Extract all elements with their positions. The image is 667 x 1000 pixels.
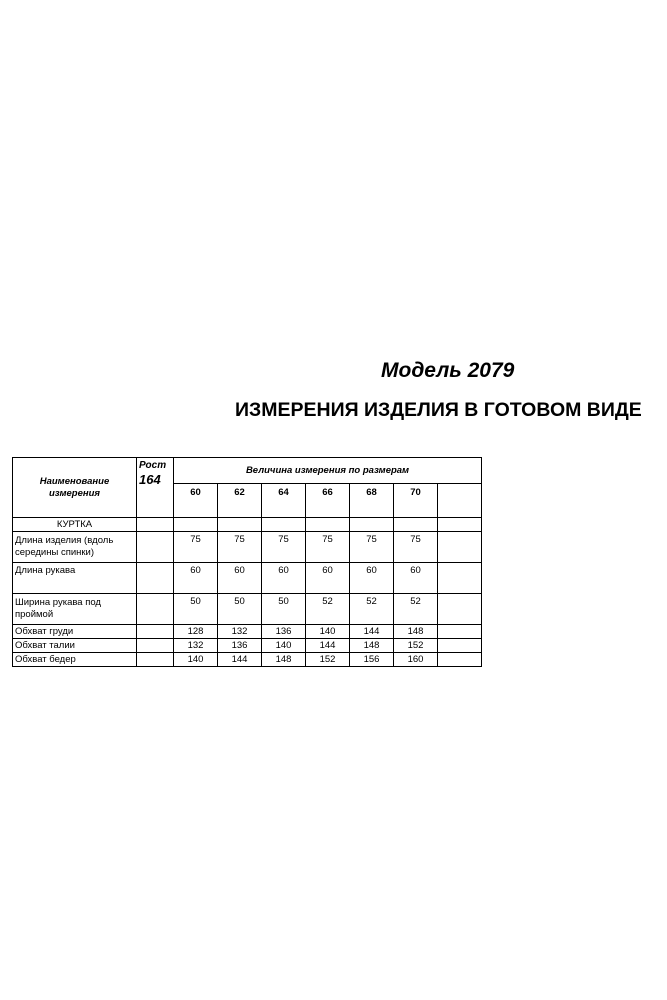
table-cell: 148 xyxy=(350,639,394,653)
size-header-cell: 70 xyxy=(394,484,438,518)
row-name: Обхват груди xyxy=(13,625,137,639)
header-height-cell xyxy=(137,458,174,518)
table-cell: 52 xyxy=(306,594,350,625)
size-header-cell: 68 xyxy=(350,484,394,518)
table-cell: 60 xyxy=(394,563,438,594)
sizes-header: Величина измерения по размерам xyxy=(174,458,482,484)
height-value: 164 xyxy=(139,472,161,487)
header-name-line2: измерения xyxy=(48,487,101,499)
table-cell xyxy=(438,653,482,667)
table-cell: 128 xyxy=(174,625,218,639)
model-title: Модель 2079 xyxy=(381,359,515,382)
table-cell xyxy=(438,639,482,653)
page-title: ИЗМЕРЕНИЯ ИЗДЕЛИЯ В ГОТОВОМ ВИДЕ xyxy=(235,399,642,421)
table-cell: 50 xyxy=(218,594,262,625)
table-cell: 60 xyxy=(306,563,350,594)
table-cell xyxy=(438,594,482,625)
table-cell: 148 xyxy=(394,625,438,639)
row-name: Обхват талии xyxy=(13,639,137,653)
table-cell: 144 xyxy=(306,639,350,653)
row-name: Длина рукава xyxy=(13,563,137,594)
table-cell: 60 xyxy=(262,563,306,594)
table-cell: 75 xyxy=(218,532,262,563)
table-cell: 140 xyxy=(306,625,350,639)
table-cell: 144 xyxy=(350,625,394,639)
header-name-cell xyxy=(13,458,137,518)
table-cell: 75 xyxy=(306,532,350,563)
table-row xyxy=(13,639,482,653)
table-cell: 148 xyxy=(262,653,306,667)
row-name: Длина изделия (вдоль середины спинки) xyxy=(13,532,137,563)
header-name-line1: Наименование xyxy=(39,475,110,487)
table-row xyxy=(13,563,482,594)
table-cell xyxy=(438,532,482,563)
measurements-table xyxy=(12,457,482,667)
table-cell: 144 xyxy=(218,653,262,667)
header-row xyxy=(13,458,482,484)
section-row xyxy=(13,518,482,532)
size-header-cell: 62 xyxy=(218,484,262,518)
row-name: Обхват бедер xyxy=(13,653,137,667)
table-cell: 50 xyxy=(262,594,306,625)
table-cell: 140 xyxy=(262,639,306,653)
table-cell: 52 xyxy=(394,594,438,625)
table-row xyxy=(13,625,482,639)
table-row xyxy=(13,653,482,667)
table-cell xyxy=(438,625,482,639)
table-cell: 160 xyxy=(394,653,438,667)
table-cell: 136 xyxy=(218,639,262,653)
table-row xyxy=(13,532,482,563)
table-cell: 140 xyxy=(174,653,218,667)
section-label: КУРТКА xyxy=(13,518,137,532)
table-cell: 75 xyxy=(174,532,218,563)
table-cell: 60 xyxy=(218,563,262,594)
table-cell: 75 xyxy=(394,532,438,563)
table-cell: 136 xyxy=(262,625,306,639)
table-cell: 52 xyxy=(350,594,394,625)
size-header-cell: 60 xyxy=(174,484,218,518)
height-label: Рост xyxy=(139,460,167,471)
table-cell: 60 xyxy=(350,563,394,594)
table-cell: 152 xyxy=(394,639,438,653)
table-row xyxy=(13,594,482,625)
table-cell: 60 xyxy=(174,563,218,594)
table-cell: 132 xyxy=(218,625,262,639)
size-header-cell: 64 xyxy=(262,484,306,518)
table-cell: 50 xyxy=(174,594,218,625)
row-name: Ширина рукава под проймой xyxy=(13,594,137,625)
table-cell xyxy=(438,563,482,594)
table-cell: 132 xyxy=(174,639,218,653)
table-cell: 156 xyxy=(350,653,394,667)
size-header-cell: 66 xyxy=(306,484,350,518)
size-header-cell xyxy=(438,484,482,518)
table-cell: 75 xyxy=(262,532,306,563)
table-cell: 75 xyxy=(350,532,394,563)
table-cell: 152 xyxy=(306,653,350,667)
